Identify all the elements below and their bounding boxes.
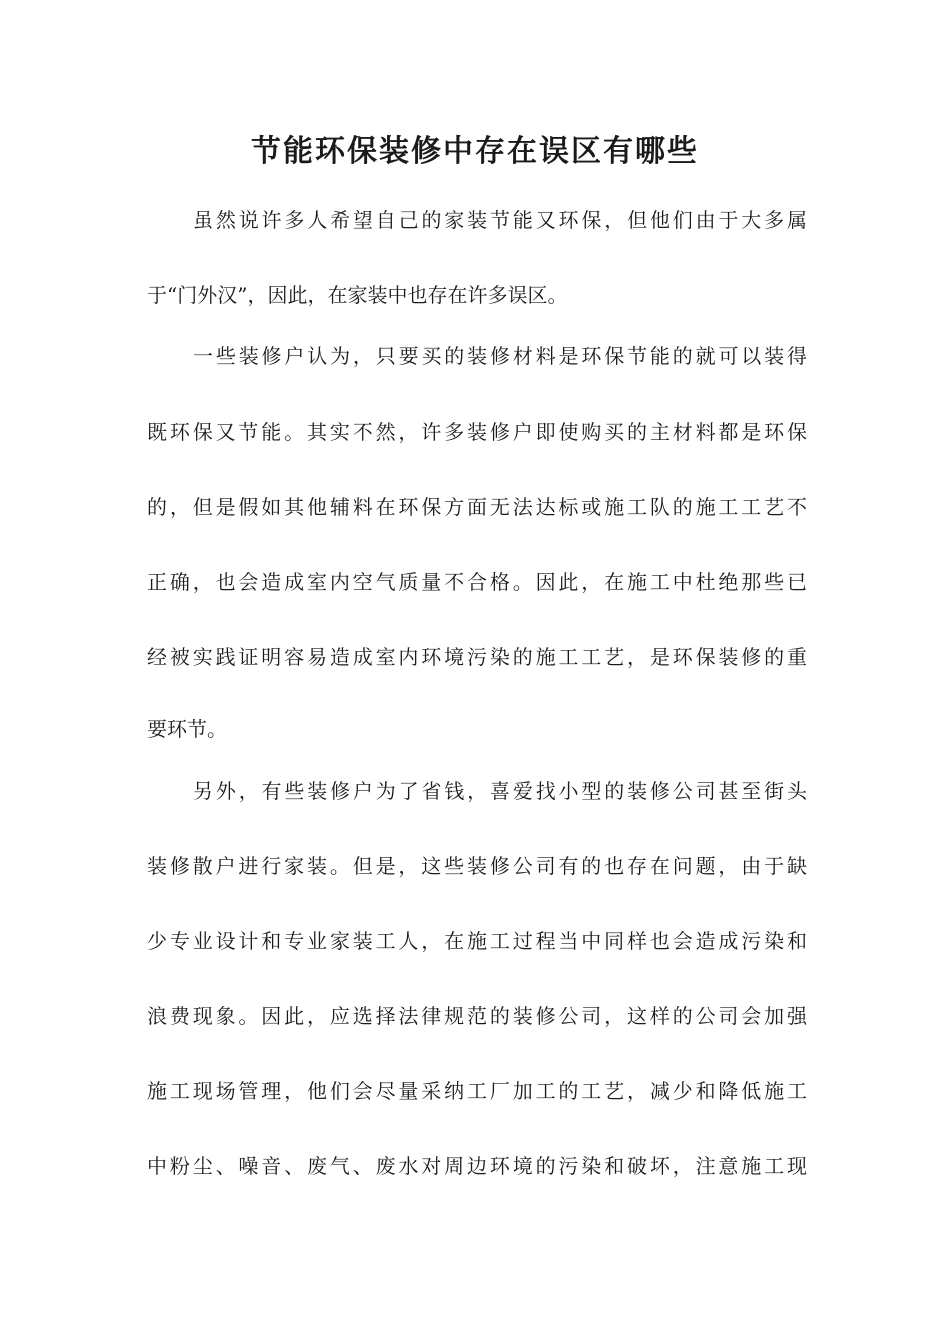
paragraph-line: 一些装修户认为，只要买的装修材料是环保节能的就可以装得 [193,344,807,368]
paragraph-line: 少专业设计和专业家装工人，在施工过程当中同样也会造成污染和 [147,929,807,953]
paragraph-line: 另外，有些装修户为了省钱，喜爱找小型的装修公司甚至街头 [193,779,807,803]
paragraph-line: 正确，也会造成室内空气质量不合格。因此，在施工中杜绝那些已 [147,570,807,594]
paragraph-line: 要环节。 [147,717,227,741]
paragraph-line: 装修散户进行家装。但是，这些装修公司有的也存在问题，由于缺 [147,854,807,878]
paragraph-line: 经被实践证明容易造成室内环境污染的施工工艺，是环保装修的重 [147,645,807,669]
paragraph-line: 施工现场管理，他们会尽量采纳工厂加工的工艺，减少和降低施工 [147,1079,807,1103]
paragraph-line: 既环保又节能。其实不然，许多装修户即使购买的主材料都是环保 [147,420,807,444]
paragraph-line: 浪费现象。因此，应选择法律规范的装修公司，这样的公司会加强 [147,1004,807,1028]
document-title: 节能环保装修中存在误区有哪些 [251,134,699,169]
paragraph-line: 中粉尘、噪音、废气、废水对周边环境的污染和破坏，注意施工现 [147,1154,807,1178]
paragraph-line: 的，但是假如其他辅料在环保方面无法达标或施工队的施工工艺不 [147,495,807,519]
paragraph-line: 于“门外汉”，因此，在家装中也存在许多误区。 [147,283,568,307]
paragraph-line: 虽然说许多人希望自己的家装节能又环保，但他们由于大多属 [193,208,807,232]
